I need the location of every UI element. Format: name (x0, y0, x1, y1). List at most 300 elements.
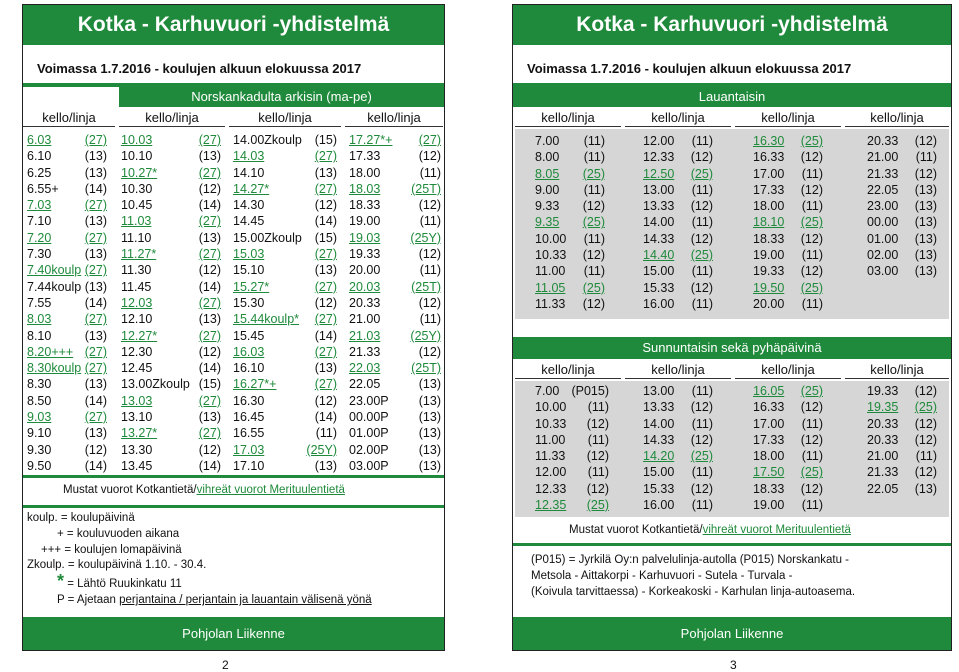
timetable-entry (535, 149, 609, 165)
line-number: (11) (915, 449, 937, 464)
timetable-entry (753, 383, 827, 399)
departure-time: 11.03 (121, 214, 152, 229)
departure-time: 7.00 (535, 134, 560, 148)
departure-time: 21.03 (349, 328, 381, 343)
departure-time: 19.33 (867, 384, 899, 398)
line-number: (12) (914, 134, 937, 148)
departure-time: 12.35 (535, 498, 567, 513)
line-number: (13) (198, 312, 221, 327)
departure-time: 13.27* (121, 426, 158, 441)
departure-time: 12.33 (643, 150, 675, 165)
timetable-entry (27, 165, 111, 181)
departure-time: 19.03 (349, 230, 381, 245)
timetable-entry (867, 214, 941, 230)
departure-time: 19.33 (753, 264, 785, 279)
line-number: (14) (84, 393, 107, 408)
line-number: (15) (198, 377, 221, 392)
page-number: 3 (730, 658, 737, 672)
departure-time: 13.03 (121, 393, 153, 408)
line-number: (27) (84, 133, 107, 147)
line-number: (25) (582, 215, 605, 230)
departure-time: 19.00 (753, 248, 785, 263)
departure-time: 14.03 (233, 149, 265, 164)
line-number: (13) (914, 248, 937, 263)
line-number: (12) (800, 432, 823, 447)
line-number: (27) (314, 247, 337, 262)
timetable-entry (121, 279, 225, 295)
timetable-entry (753, 481, 827, 497)
timetable-entry (753, 149, 827, 165)
timetable-entry (535, 432, 613, 448)
departure-time: 11.10 (121, 230, 152, 245)
departure-time: 14.45 (233, 214, 265, 229)
departure-time: 20.33 (867, 432, 899, 447)
line-number: (11) (583, 134, 605, 148)
departure-time: 10.10 (121, 149, 153, 164)
timetable-entry (535, 182, 609, 198)
col-header: kello/linja (845, 109, 949, 127)
timetable-column (27, 132, 111, 474)
asterisk-icon: * (57, 571, 65, 592)
timetable-entry (349, 344, 445, 360)
timetable-entry (643, 448, 717, 464)
col-header: kello/linja (625, 361, 731, 379)
departure-time: 14.10 (233, 165, 265, 180)
timetable-entry (349, 295, 445, 311)
departure-time: 16.30 (753, 134, 785, 148)
departure-time: 18.33 (753, 231, 785, 246)
line-number: (11) (315, 426, 337, 441)
legend: Mustat vuorot Kotkantietä/vihreät vuorot Merituulentietä (63, 484, 345, 496)
timetable-entry (121, 213, 225, 229)
departure-time: 18.33 (753, 481, 785, 496)
departure-time: 01.00P (349, 426, 389, 441)
timetable-entry (867, 416, 941, 432)
line-number: (15) (314, 133, 337, 147)
departure-time: 13.10 (121, 410, 153, 425)
departure-time: 14.00 (643, 215, 675, 230)
timetable-entry (535, 231, 609, 247)
col-header: kello/linja (845, 361, 949, 379)
timetable-entry (27, 132, 111, 148)
timetable-entry (27, 148, 111, 164)
line-number: (25) (800, 465, 823, 480)
timetable-entry (535, 263, 609, 279)
line-number: (11) (691, 215, 713, 230)
departure-time: 22.03 (349, 361, 381, 376)
timetable-entry (535, 166, 609, 182)
timetable-column (867, 383, 941, 497)
timetable-entry (643, 182, 717, 198)
timetable-entry (27, 328, 111, 344)
timetable-entry (27, 360, 111, 376)
line-number: (27) (198, 214, 221, 229)
line-number: (12) (690, 231, 713, 246)
line-number: (11) (801, 498, 823, 513)
line-number: (14) (314, 328, 337, 343)
line-number: (13) (84, 328, 107, 343)
line-number: (12) (418, 149, 441, 164)
departure-time: 19.33 (349, 247, 381, 262)
timetable-entry (349, 458, 445, 474)
departure-time: 18.00 (753, 199, 785, 214)
departure-time: 9.10 (27, 426, 52, 441)
departure-time: 16.33 (753, 150, 785, 165)
line-number: (12) (314, 393, 337, 408)
timetable-entry (753, 497, 827, 513)
line-number: (12) (690, 400, 713, 415)
departure-time: 02.00 (867, 248, 899, 263)
timetable-column (643, 383, 717, 513)
line-number: (11) (583, 182, 605, 197)
departure-time: 20.33 (867, 416, 899, 431)
line-number: (14) (314, 214, 337, 229)
timetable-entry (121, 262, 225, 278)
line-number: (12) (690, 481, 713, 496)
departure-time: 10.03 (121, 133, 153, 147)
line-number: (13) (198, 230, 221, 245)
departure-time: 16.27*+ (233, 377, 277, 392)
line-number: (13) (84, 247, 107, 262)
departure-time: 12.45 (121, 361, 153, 376)
line-number: (25T) (411, 181, 441, 196)
line-number: (15) (314, 230, 337, 245)
timetable-entry (349, 279, 445, 295)
timetable-entry (867, 231, 941, 247)
line-number: (13) (314, 458, 337, 473)
departure-time: 8.00 (535, 150, 560, 165)
line-number: (14) (198, 458, 221, 473)
line-number: (11) (801, 199, 823, 214)
timetable-column (867, 133, 941, 280)
line-number: (14) (198, 279, 221, 294)
departure-time: 21.00 (867, 150, 899, 165)
departure-time: 20.33 (867, 134, 899, 148)
departure-time: 13.00Zkoulp (121, 377, 190, 392)
line-number: (27) (84, 410, 107, 425)
timetable-entry (643, 399, 717, 415)
line-number: (13) (914, 182, 937, 197)
line-number: (13) (914, 481, 937, 496)
departure-time: 15.33 (643, 280, 675, 295)
departure-time: 8.03 (27, 312, 52, 327)
line-number: (11) (583, 264, 605, 279)
line-number: (12) (84, 442, 107, 457)
timetable-entry (233, 425, 341, 441)
timetable-entry (233, 311, 341, 327)
departure-time: 15.10 (233, 263, 265, 278)
timetable-column (753, 383, 827, 513)
timetable-entry (27, 246, 111, 262)
timetable-entry (643, 296, 717, 312)
departure-time: 14.30 (233, 198, 265, 213)
timetable-entry (753, 198, 827, 214)
right-validity: Voimassa 1.7.2016 - koulujen alkuun elokuussa 2017 (527, 61, 852, 76)
line-number: (25Y) (410, 230, 441, 245)
timetable-entry (27, 230, 111, 246)
timetable-entry (27, 376, 111, 392)
line-number: (11) (691, 182, 713, 197)
left-title: Kotka - Karhuvuori -yhdistelmä (23, 5, 444, 45)
timetable-entry (233, 295, 341, 311)
timetable-entry (121, 230, 225, 246)
departure-time: 16.10 (233, 361, 265, 376)
line-number: (25) (586, 498, 609, 513)
departure-time: 17.33 (753, 432, 785, 447)
line-number: (27) (198, 247, 221, 262)
departure-time: 12.00 (535, 465, 567, 480)
timetable-entry (643, 497, 717, 513)
departure-time: 10.27* (121, 165, 158, 180)
line-number: (27) (198, 295, 221, 310)
line-number: (27) (314, 344, 337, 359)
line-number: (13) (84, 165, 107, 180)
col-header: kello/linja (119, 109, 225, 127)
line-number: (12) (314, 295, 337, 310)
departure-time: 8.30koulp (27, 361, 82, 376)
line-number: (25) (690, 449, 713, 464)
departure-time: 01.00 (867, 231, 899, 246)
timetable-entry (535, 296, 609, 312)
sunday-header: Sunnuntaisin sekä pyhäpäivinä (513, 337, 951, 359)
timetable-entry (27, 295, 111, 311)
departure-time: 18.00 (349, 165, 381, 180)
line-number: (11) (691, 384, 713, 398)
line-number: (12) (198, 442, 221, 457)
departure-time: 18.00 (753, 449, 785, 464)
timetable-entry (753, 448, 827, 464)
departure-time: 22.05 (867, 481, 899, 496)
line-number: (11) (801, 449, 823, 464)
timetable-entry (867, 399, 941, 415)
timetable-entry (121, 409, 225, 425)
timetable-entry (753, 416, 827, 432)
timetable-entry (27, 409, 111, 425)
departure-time: 21.00 (349, 312, 381, 327)
timetable-entry (233, 458, 341, 474)
line-number: (12) (582, 199, 605, 214)
line-number: (11) (801, 416, 823, 431)
line-number: (11) (915, 150, 937, 165)
timetable-entry (349, 442, 445, 458)
line-number: (12) (586, 449, 609, 464)
timetable-entry (27, 458, 111, 474)
timetable-column (535, 133, 609, 312)
departure-time: 22.05 (349, 377, 381, 392)
line-number: (12) (800, 264, 823, 279)
line-number: (27) (314, 181, 337, 196)
line-number: (11) (583, 150, 605, 165)
line-number: (P015) (571, 384, 609, 398)
timetable-entry (233, 442, 341, 458)
timetable-entry (867, 481, 941, 497)
departure-time: 15.03 (233, 247, 265, 262)
departure-time: 00.00P (349, 410, 389, 425)
departure-time: 12.33 (535, 481, 567, 496)
departure-time: 10.00 (535, 400, 567, 415)
timetable-entry (349, 213, 445, 229)
line-number: (25) (914, 400, 937, 415)
departure-time: 12.50 (643, 166, 675, 181)
timetable-entry (753, 464, 827, 480)
line-number: (27) (84, 198, 107, 213)
line-number: (13) (418, 458, 441, 473)
departure-time: 19.00 (349, 214, 381, 229)
departure-time: 17.00 (753, 416, 785, 431)
line-number: (13) (314, 361, 337, 376)
departure-time: 8.20+++ (27, 344, 74, 359)
line-number: (12) (690, 432, 713, 447)
departure-time: 12.03 (121, 295, 153, 310)
line-number: (27) (198, 328, 221, 343)
departure-time: 20.00 (349, 263, 381, 278)
departure-time: 15.00 (643, 465, 675, 480)
timetable-entry (349, 328, 445, 344)
line-number: (13) (418, 377, 441, 392)
line-number: (12) (418, 295, 441, 310)
line-number: (25) (800, 384, 823, 398)
timetable-entry (349, 230, 445, 246)
departure-time: 9.00 (535, 182, 560, 197)
departure-time: 10.00 (535, 231, 567, 246)
timetable-entry (753, 231, 827, 247)
departure-time: 23.00 (867, 199, 899, 214)
departure-time: 14.00 (643, 416, 675, 431)
timetable-entry (121, 181, 225, 197)
timetable-entry (233, 279, 341, 295)
timetable-entry (867, 432, 941, 448)
timetable-entry (121, 295, 225, 311)
line-number: (14) (84, 295, 107, 310)
timetable-entry (753, 263, 827, 279)
timetable-entry (753, 432, 827, 448)
line-number: (25) (690, 166, 713, 181)
departure-time: 19.00 (753, 498, 785, 513)
departure-time: 10.33 (535, 416, 567, 431)
col-header: kello/linja (515, 109, 621, 127)
line-number: (12) (800, 481, 823, 496)
departure-time: 13.30 (121, 442, 153, 457)
timetable-entry (643, 280, 717, 296)
departure-time: 16.55 (233, 426, 265, 441)
departure-time: 7.03 (27, 198, 52, 213)
timetable-entry (535, 133, 609, 149)
timetable-entry (535, 280, 609, 296)
timetable-entry (349, 197, 445, 213)
departure-time: 13.33 (643, 199, 675, 214)
departure-time: 10.30 (121, 181, 153, 196)
departure-time: 14.00Zkoulp (233, 133, 302, 147)
timetable-entry (233, 409, 341, 425)
departure-time: 13.00 (643, 384, 675, 398)
departure-time: 10.33 (535, 248, 567, 263)
timetable-entry (643, 416, 717, 432)
timetable-entry (535, 214, 609, 230)
departure-time: 11.45 (121, 279, 152, 294)
line-number: (27) (84, 344, 107, 359)
line-number: (11) (583, 231, 605, 246)
timetable-entry (121, 165, 225, 181)
timetable-entry (643, 383, 717, 399)
line-number: (12) (690, 280, 713, 295)
departure-time: 11.05 (535, 280, 566, 295)
timetable-entry (121, 246, 225, 262)
line-number: (12) (198, 181, 221, 196)
departure-time: 21.33 (867, 166, 899, 181)
timetable-entry (27, 344, 111, 360)
line-number: (11) (691, 296, 713, 311)
departure-time: 17.33 (753, 182, 785, 197)
line-number: (25Y) (410, 328, 441, 343)
departure-time: 14.40 (643, 248, 675, 263)
timetable-entry (643, 247, 717, 263)
line-number: (12) (800, 182, 823, 197)
line-number: (13) (418, 393, 441, 408)
timetable-column (121, 132, 225, 474)
timetable-entry (233, 328, 341, 344)
departure-time: 11.30 (121, 263, 152, 278)
departure-time: 21.00 (867, 449, 899, 464)
departure-time: 18.33 (349, 198, 381, 213)
line-number: (11) (587, 465, 609, 480)
timetable-entry (753, 182, 827, 198)
departure-time: 7.30 (27, 247, 52, 262)
timetable-entry (535, 464, 613, 480)
timetable-entry (121, 344, 225, 360)
departure-time: 18.10 (753, 215, 785, 230)
departure-time: 11.00 (535, 264, 566, 279)
timetable-entry (233, 376, 341, 392)
line-number: (13) (84, 214, 107, 229)
departure-time: 15.33 (643, 481, 675, 496)
departure-time: 20.33 (349, 295, 381, 310)
timetable-entry (27, 393, 111, 409)
departure-time: 8.30 (27, 377, 52, 392)
departure-time: 16.00 (643, 296, 675, 311)
line-number: (12) (198, 344, 221, 359)
departure-time: 8.10 (27, 328, 52, 343)
legend: Mustat vuorot Kotkantietä/vihreät vuorot Merituulentietä (569, 524, 851, 536)
line-number: (13) (914, 199, 937, 214)
timetable-entry (27, 213, 111, 229)
timetable-entry (753, 296, 827, 312)
departure-time: 16.33 (753, 400, 785, 415)
departure-time: 6.03 (27, 133, 52, 147)
col-header: kello/linja (345, 109, 443, 127)
timetable-entry (867, 149, 941, 165)
timetable-entry (27, 181, 111, 197)
line-number: (13) (914, 215, 937, 230)
timetable-entry (753, 399, 827, 415)
departure-time: 12.30 (121, 344, 153, 359)
left-subheader: Norskankadulta arkisin (ma-pe) (119, 87, 444, 107)
line-number: (13) (418, 426, 441, 441)
timetable-entry (349, 393, 445, 409)
timetable-entry (233, 262, 341, 278)
departure-time: 20.00 (753, 296, 785, 311)
departure-time: 17.50 (753, 465, 785, 480)
line-number: (27) (314, 279, 337, 294)
departure-time: 16.05 (753, 384, 785, 398)
timetable-entry (121, 458, 225, 474)
line-number: (13) (84, 377, 107, 392)
timetable-entry (643, 231, 717, 247)
timetable-entry (643, 149, 717, 165)
line-number: (12) (800, 400, 823, 415)
departure-time: 9.30 (27, 442, 52, 457)
line-number: (27) (198, 426, 221, 441)
line-number: (27) (314, 312, 337, 327)
